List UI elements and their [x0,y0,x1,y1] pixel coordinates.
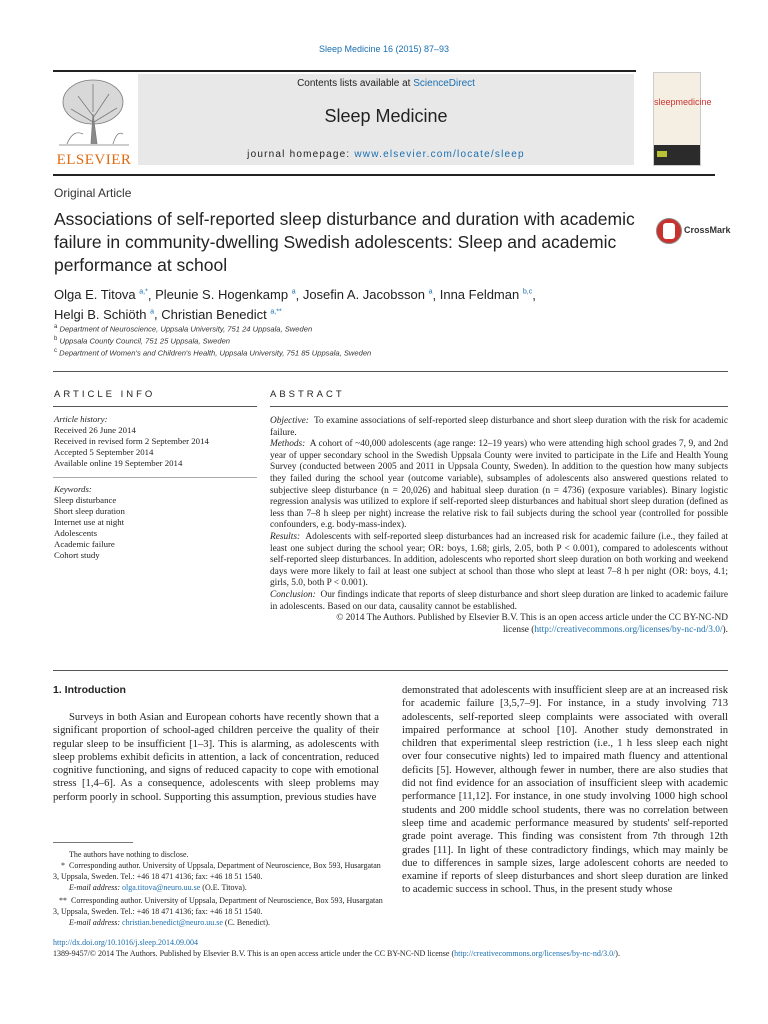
keyword: Adolescents [54,528,97,538]
history-label: Article history: [54,414,108,424]
journal-citation[interactable]: Sleep Medicine 16 (2015) 87–93 [318,44,450,54]
contents-prefix: Contents lists available at [297,78,414,89]
author[interactable]: Olga E. Titova $^{a,*}$ [54,287,148,303]
keyword: Academic failure [54,539,115,549]
affiliation-rule [53,371,728,372]
abstract-objective: Objective: To examine associations of self-reported sleep disturbance and short sleep duration with the risk for academic failure. [270,416,728,438]
license-link[interactable]: http://creativecommons.org/licenses/by-nc-nd/3.0/ [454,949,616,958]
author[interactable]: Helgi B. Schiöth $^a$ [54,306,155,322]
article-title: Associations of self-reported sleep disturbance and duration with academic failure in community-dwelling Swedish adolescents: Sleep and academic performance at school [54,209,635,275]
journal-banner [138,74,634,165]
journal-cover-image[interactable] [653,72,712,166]
keywords-label: Keywords: [54,484,92,494]
license-link[interactable]: http://creativecommons.org/licenses/by-nc-nd/3.0/ [534,624,723,635]
footnote-conflict: The authors have nothing to disclose. [69,850,189,859]
abstract-end-rule [53,670,728,671]
keywords-rule [53,477,257,478]
article-history [54,414,258,469]
affiliation: $^a$ Department of Neuroscience, Uppsala University, 751 24 Uppsala, Sweden [54,324,313,334]
section-heading-introduction: 1. Introduction [53,684,126,696]
doi-line [53,937,728,948]
abstract-rule [270,406,728,407]
homepage-link[interactable]: www.elsevier.com/locate/sleep [354,149,525,160]
author[interactable]: Inna Feldman $^{b,c}$ [439,287,533,303]
abstract-conclusion: Conclusion: Our findings indicate that reports of sleep disturbance and short sleep duration are linked to academic failure in adolescents. Based on our data, causality cannot be established. [270,589,729,612]
article-info-heading: ARTICLE INFO [54,389,156,400]
history-item: Available online 19 September 2014 [54,458,183,468]
email-link[interactable]: christian.benedict@neuro.uu.se [122,918,223,927]
journal-name: Sleep Medicine [324,106,448,126]
issn-line: 1389-9457/© 2014 The Authors. Published by Elsevier B.V. This is an open access article under the CC BY-NC-ND license (http://creativecommons.org/licenses/by-nc-nd/3.0/). [53,949,620,958]
history-item: Received in revised form 2 September 2014 [54,436,209,446]
author[interactable]: Christian Benedict $^{a,**}$ [161,306,282,322]
author[interactable]: Josefin A. Jacobsson $^a$ [302,287,433,303]
affiliation: $^b$ Uppsala County Council, 751 25 Uppsala, Sweden [54,336,231,346]
author-list: Olga E. Titova $^{a,*}$, Pleunie S. Hogenkamp $^a$, Josefin A. Jacobsson $^a$, Inna Feldman $^{b,c}$, Helgi B. Schiöth $^a$, Christian Benedict $^{a,**}$ [54,287,536,322]
keywords [54,484,258,561]
article-type: Original Article [54,186,132,200]
intro-paragraph-col1: Surveys in both Asian and European cohorts have recently shown that a significant proportion of school-aged children perceive the quality of their regular sleep to be insufficient [1–3]. This is alarming, as adolescents with sleep problems exhibit deficits in attention, a lack of concentration, reduced cognitive functioning, and signs of reduced capacity to cope with emotional stress [1,4–6]. As a consequence, adolescents with sleep problems may perform poorly in school. Supporting this assumption, previous studies have [53,712,379,803]
footnote-corresponding-1: * Corresponding author. University of Uppsala, Department of Neuroscience, Box 593, Husargatan 3, Uppsala, Sweden. Tel.: +46 18 471 4136; fax: +46 18 51 1540. E-mail address: olga.titova@neuro.uu.se (O.E. Titova). [53,861,381,892]
banner-rule [53,174,715,176]
intro-paragraph-col2: demonstrated that adolescents with insufficient sleep are at an increased risk for academic failure [3,5,7–9]. For instance, in a study involving 713 adolescents, self-reported sleep complaints were associated with overall impaired performance at school [10]. Another study demonstrated in children that experimental sleep restriction (i.e., 1 h less sleep each night over four consecutive nights) led to impaired math fluency and attentional deficits [5]. However, although fewer in number, there are also studies that did not find evidence for an association of insufficient sleep with academic performance [11,12]. For instance, in one study involving 1000 high school students and 200 middle school students, there was no correlation between sleep time and academic performance measured by students' self-reported grade point average. This finding was consistent from 7th through 12th grades [11]. In light of these contradictory findings, which may mainly be due to differences in sample sizes, large adolescent cohorts are needed to examine if reports of sleep disturbances and short sleep duration are linked to academic success in school. Thus, in the present study whose [402,685,728,896]
cover-title: sleepmedicine [654,97,712,107]
sciencedirect-link[interactable]: ScienceDirect [413,78,475,89]
abstract-methods: Methods: A cohort of ~40,000 adolescents (age range: 12–19 years) who were attending high school grades 7, 9, and 2nd year of upper secondary school in the Swedish Uppsala County were invited to participate in the Life and Health Young Survey (conducted between 2005 and 2011 in Uppsala County, Sweden). In addition to the question how many subjects they failed during the school year (outcome variable), subsamples of adolescents also answered questions related to subjective sleep disturbance (n = 20,026) and habitual sleep duration (n = 4736) (exposure variables). Binary logistic regression analysis was utilized to explore if self-reported sleep disturbances and habitual short sleep duration (defined as less than 7–8 h sleep per night) increase the relative risk to fail subjects during the school year (controlled for possible confounders, e.g. body-mass-index). [270,439,728,531]
affiliation: $^c$ Department of Women's and Children's Health, Uppsala University, 751 85 Uppsala, Sweden [54,348,372,358]
elsevier-logo[interactable] [53,74,135,166]
article-info-rule [53,406,257,407]
keyword: Internet use at night [54,517,125,527]
header-rule [53,70,636,72]
crossmark-label: CrossMark [684,225,731,235]
history-item: Accepted 5 September 2014 [54,447,154,457]
contents-line [138,78,634,89]
publisher-name: ELSEVIER [56,152,132,168]
footnote-corresponding-2: ** Corresponding author. University of Uppsala, Department of Neuroscience, Box 593, Husargatan 3, Uppsala, Sweden. Tel.: +46 18 471 4136; fax: +46 18 51 1540. E-mail address: christian.benedict@neuro.uu.se (C. Benedict). [53,896,383,927]
journal-homepage [138,149,634,160]
crossmark-icon [656,218,682,244]
elsevier-tree-icon [53,74,135,148]
abstract-heading: ABSTRACT [270,389,345,400]
doi-link[interactable]: http://dx.doi.org/10.1016/j.sleep.2014.09.004 [53,938,198,947]
abstract-results: Results: Adolescents with self-reported sleep disturbances had an increased risk for academic failure (i.e., they failed at least one subject during the school year; OR: boys, 1.68; girls, 2.05, both P < 0.001), compared to adolescents without self-reported sleep disturbances. In addition, adolescents who reported short sleep duration on both working and weekend days were more likely to fail at least one subject at school than those who slept at least 7–8 h per night (OR: boys, 4.1; girls, 5.0, both P < 0.001). [270,531,728,589]
homepage-prefix: journal homepage: [247,149,355,160]
history-item: Received 26 June 2014 [54,425,136,435]
footnote-rule [53,842,133,843]
cover-band [654,145,700,165]
crossmark-badge[interactable] [656,218,731,244]
keyword: Cohort study [54,550,100,560]
author[interactable]: Pleunie S. Hogenkamp $^a$ [155,287,296,303]
keyword: Sleep disturbance [54,495,117,505]
keyword: Short sleep duration [54,506,125,516]
abstract-body [270,416,728,636]
abstract-copyright: © 2014 The Authors. Published by Elsevier B.V. This is an open access article under the CC BY-NC-ND license (http://creativecommons.org/licenses/by-nc-nd/3.0/). [336,613,728,635]
email-link[interactable]: olga.titova@neuro.uu.se [122,883,201,892]
